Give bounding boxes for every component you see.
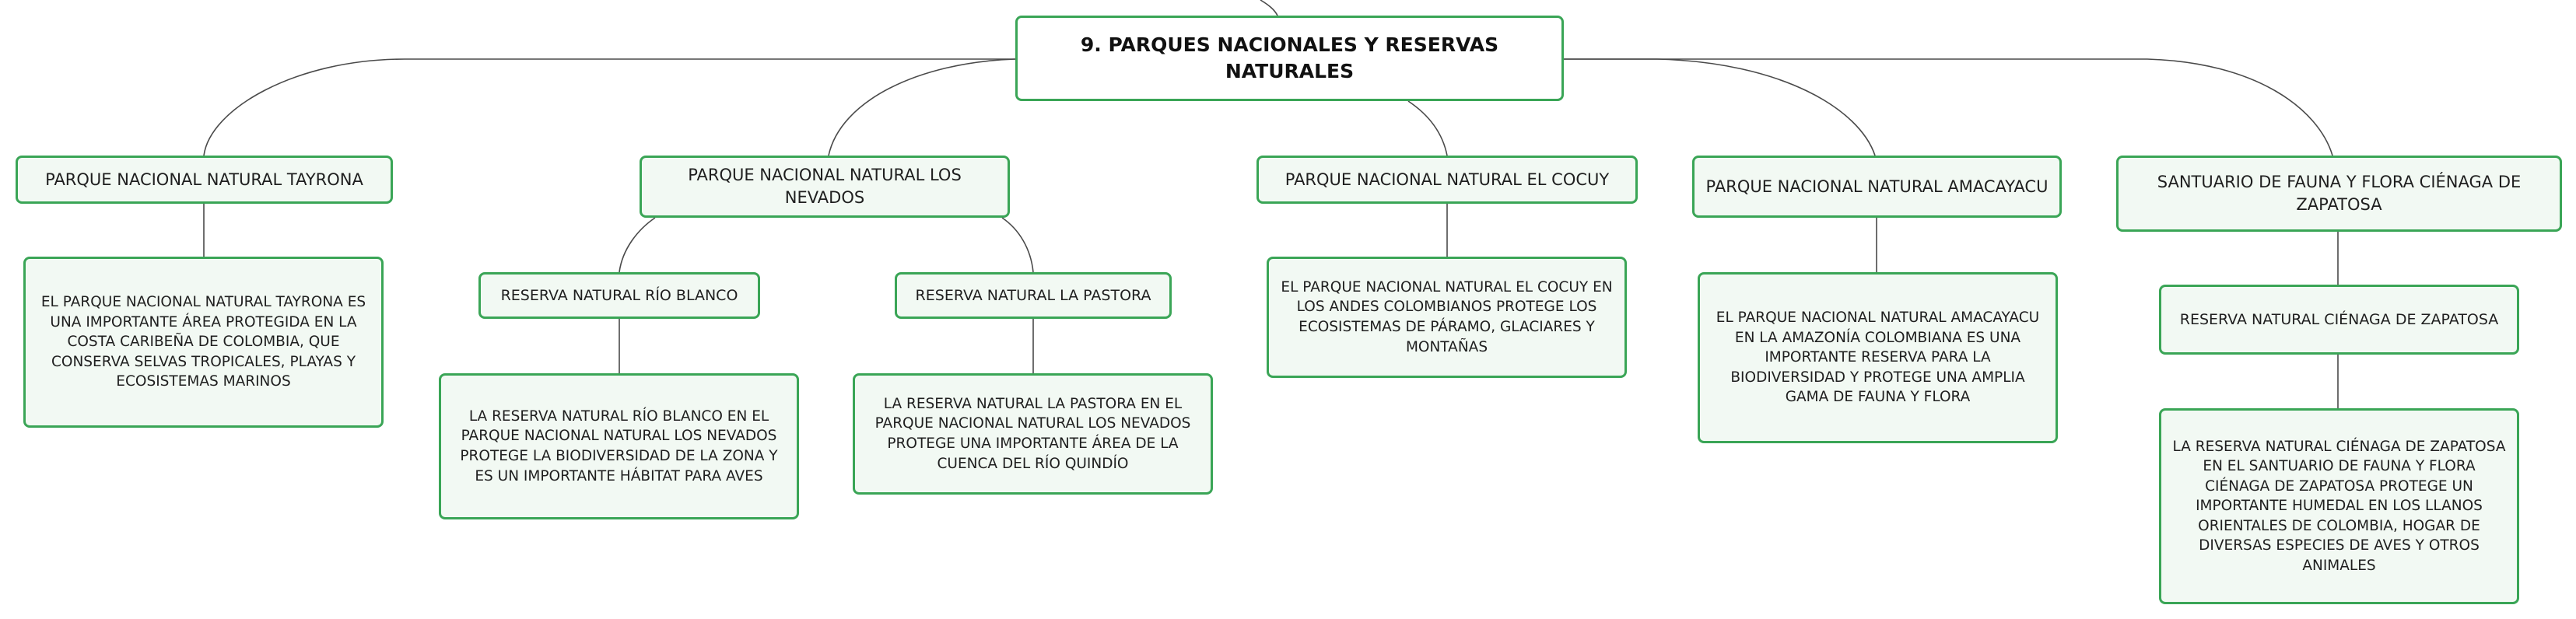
node-el-cocuy[interactable] <box>1256 156 1638 204</box>
node-amacayacu-description[interactable] <box>1698 272 2058 443</box>
node-cienaga-zapatosa-description-text: LA RESERVA NATURAL CIÉNAGA DE ZAPATOSA EN EL SANTUARIO DE FAUNA Y FLORA CIÉNAGA DE ZAPATOSA PROTEGE UN IMPORTANTE HUMEDAL EN LOS LLANOS ORIENTALES DE COLOMBIA, HOGAR DE DIVERSAS ESPECIES DE AVES Y OTROS ANIMALES <box>2172 438 2506 574</box>
connector-root-parent <box>1260 0 1277 16</box>
node-rio-blanco-title: RESERVA NATURAL RÍO BLANCO <box>500 286 738 304</box>
node-cienaga-zapatosa[interactable] <box>2159 285 2519 355</box>
root-node[interactable] <box>1015 16 1564 101</box>
connector-root-nevados <box>829 59 1015 156</box>
connector-root-cocuy <box>1408 101 1447 156</box>
connector-root-amacayacu <box>1564 59 1875 156</box>
node-zapatosa-santuario[interactable] <box>2116 156 2562 232</box>
connector-root-tayrona <box>204 59 1015 156</box>
node-rio-blanco[interactable] <box>478 272 760 319</box>
node-el-cocuy-description[interactable] <box>1267 257 1627 378</box>
node-los-nevados[interactable] <box>640 156 1010 218</box>
node-cienaga-zapatosa-description[interactable] <box>2159 408 2519 604</box>
connector-root-zapatosa <box>1564 59 2332 156</box>
node-la-pastora-title: RESERVA NATURAL LA PASTORA <box>915 286 1151 304</box>
node-zapatosa-santuario-title: SANTUARIO DE FAUNA Y FLORA CIÉNAGA DE ZAPATOSA <box>2157 173 2522 214</box>
node-tayrona[interactable] <box>16 156 393 204</box>
node-amacayacu-description-text: EL PARQUE NACIONAL NATURAL AMACAYACU EN LA AMAZONÍA COLOMBIANA ES UNA IMPORTANTE RESERVA PARA LA BIODIVERSIDAD Y PROTEGE UNA AMPLIA GAMA DE FAUNA Y FLORA <box>1716 310 2040 406</box>
node-cienaga-zapatosa-title: RESERVA NATURAL CIÉNAGA DE ZAPATOSA <box>2179 310 2499 328</box>
connector-nevados-rioblanco <box>619 218 655 272</box>
node-amacayacu-title: PARQUE NACIONAL NATURAL AMACAYACU <box>1705 177 2049 196</box>
node-rio-blanco-description[interactable] <box>439 373 799 519</box>
connector-nevados-pastora <box>1002 218 1033 272</box>
node-tayrona-description[interactable] <box>23 257 384 428</box>
node-la-pastora-description-text: LA RESERVA NATURAL LA PASTORA EN EL PARQUE NACIONAL NATURAL LOS NEVADOS PROTEGE UNA IMPORTANTE ÁREA DE LA CUENCA DEL RÍO QUINDÍO <box>874 395 1191 472</box>
node-la-pastora[interactable] <box>895 272 1172 319</box>
node-el-cocuy-title: PARQUE NACIONAL NATURAL EL COCUY <box>1284 170 1610 189</box>
node-tayrona-title: PARQUE NACIONAL NATURAL TAYRONA <box>45 170 363 189</box>
node-los-nevados-title: PARQUE NACIONAL NATURAL LOS NEVADOS <box>688 166 962 207</box>
node-la-pastora-description[interactable] <box>853 373 1213 495</box>
root-title: 9. PARQUES NACIONALES Y RESERVAS NATURALES <box>1080 33 1499 82</box>
node-tayrona-description-text: EL PARQUE NACIONAL NATURAL TAYRONA ES UNA IMPORTANTE ÁREA PROTEGIDA EN LA COSTA CARIBEÑA DE COLOMBIA, QUE CONSERVA SELVAS TROPICALES, PLAYAS Y ECOSISTEMAS MARINOS <box>40 294 366 390</box>
node-el-cocuy-description-text: EL PARQUE NACIONAL NATURAL EL COCUY EN LOS ANDES COLOMBIANOS PROTEGE LOS ECOSISTEMAS DE PÁRAMO, GLACIARES Y MONTAÑAS <box>1281 278 1613 355</box>
node-rio-blanco-description-text: LA RESERVA NATURAL RÍO BLANCO EN EL PARQUE NACIONAL NATURAL LOS NEVADOS PROTEGE LA BIODIVERSIDAD DE LA ZONA Y ES UN IMPORTANTE HÁBITAT PARA AVES <box>460 407 778 484</box>
node-amacayacu[interactable] <box>1692 156 2062 218</box>
